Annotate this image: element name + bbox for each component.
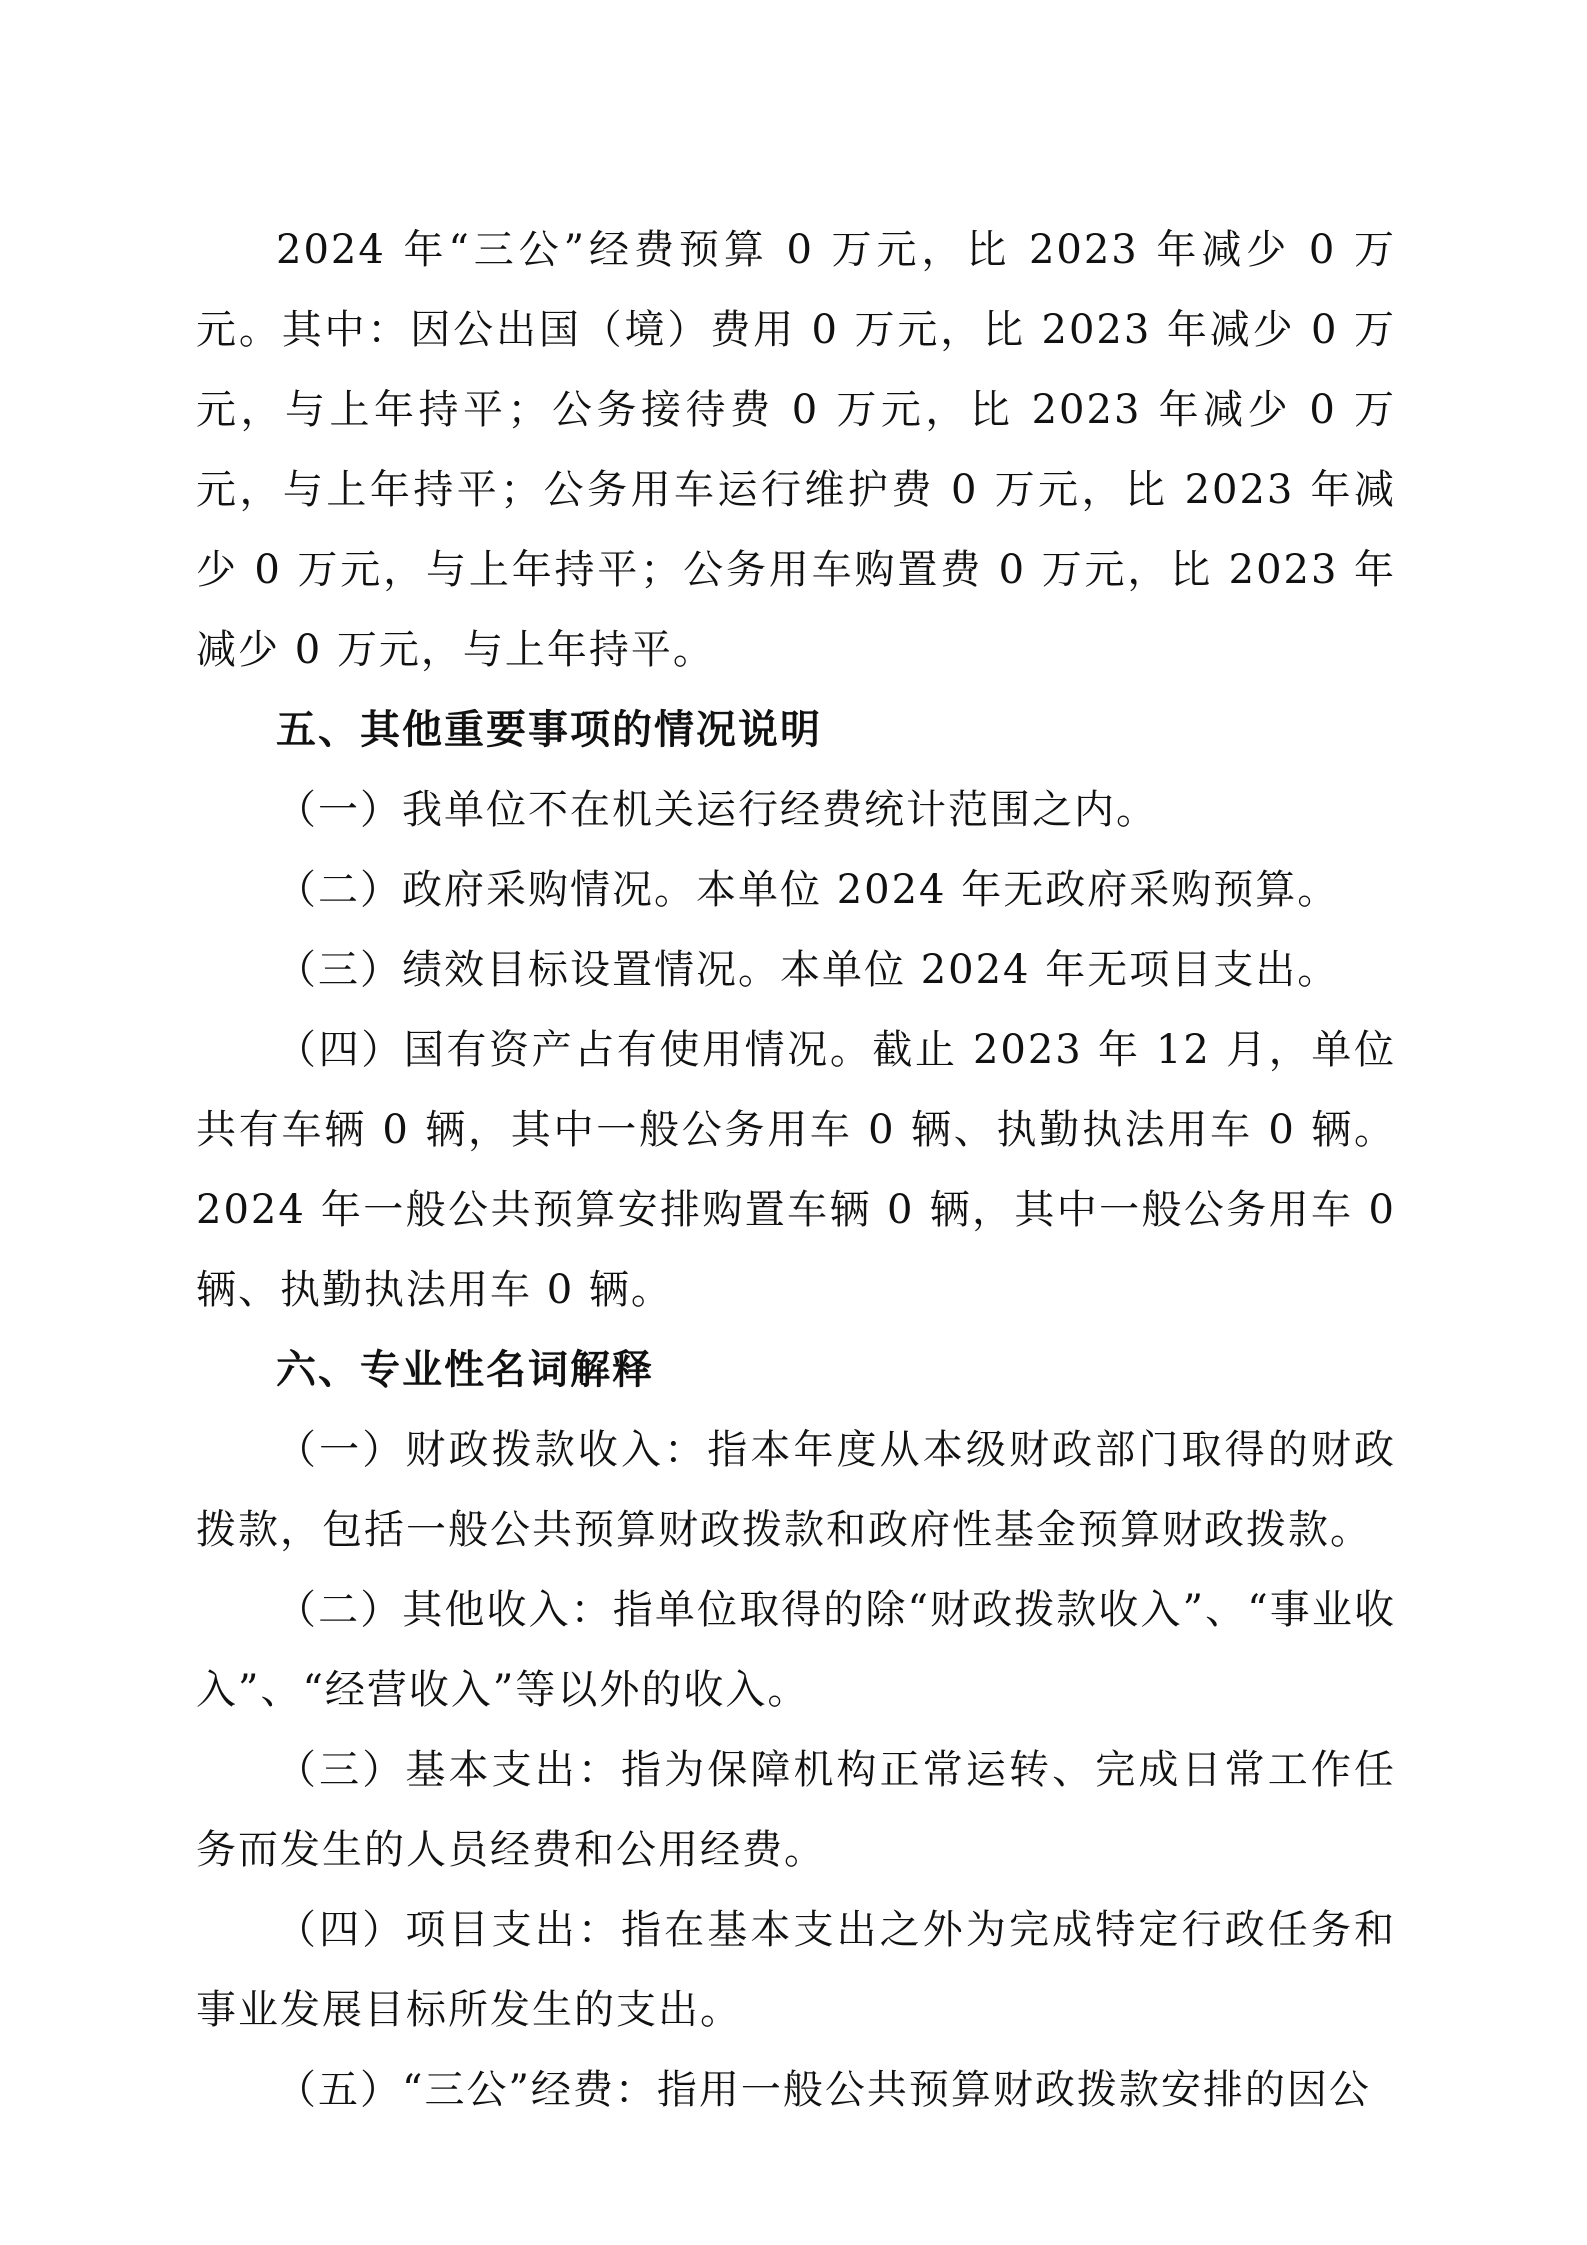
section-5-item-1: （一）我单位不在机关运行经费统计范围之内。 (276, 787, 1158, 833)
section-5-item-4: （四）国有资产占有使用情况。截止 2023 年 12 月，单位共有车辆 0 辆，其中一般公务用车 0 辆、执勤执法用车 0 辆。2024 年一般公共预算安排购置车辆 0 辆，其中一般公务用车 0 辆、执勤执法用车 0 辆。 (196, 1027, 1396, 1313)
section-6-item-2: （二）其他收入：指单位取得的除“财政拨款收入”、“事业收入”、“经营收入”等以外的收入。 (196, 1587, 1396, 1713)
section-6-heading: 六、专业性名词解释 (276, 1347, 654, 1393)
section-5-heading: 五、其他重要事项的情况说明 (276, 707, 822, 753)
section-6-item-4: （四）项目支出：指在基本支出之外为完成特定行政任务和事业发展目标所发生的支出。 (196, 1907, 1396, 2033)
section-6-item-5: （五）“三公”经费：指用一般公共预算财政拨款安排的因公 (276, 2067, 1371, 2113)
section-5-item-3: （三）绩效目标设置情况。本单位 2024 年无项目支出。 (276, 947, 1340, 993)
section-6-item-1: （一）财政拨款收入：指本年度从本级财政部门取得的财政拨款，包括一般公共预算财政拨款和政府性基金预算财政拨款。 (196, 1427, 1396, 1553)
document-body (196, 210, 1396, 2130)
section-5-item-2: （二）政府采购情况。本单位 2024 年无政府采购预算。 (276, 867, 1340, 913)
san-gong-budget-paragraph: 2024 年“三公”经费预算 0 万元，比 2023 年减少 0 万元。其中：因公出国（境）费用 0 万元，比 2023 年减少 0 万元，与上年持平；公务接待费 0 万元，比 2023 年减少 0 万元，与上年持平；公务用车运行维护费 0 万元，比 2023 年减少 0 万元，与上年持平；公务用车购置费 0 万元，比 2023 年减少 0 万元，与上年持平。 (196, 227, 1396, 673)
section-6-item-3: （三）基本支出：指为保障机构正常运转、完成日常工作任务而发生的人员经费和公用经费。 (196, 1747, 1396, 1873)
